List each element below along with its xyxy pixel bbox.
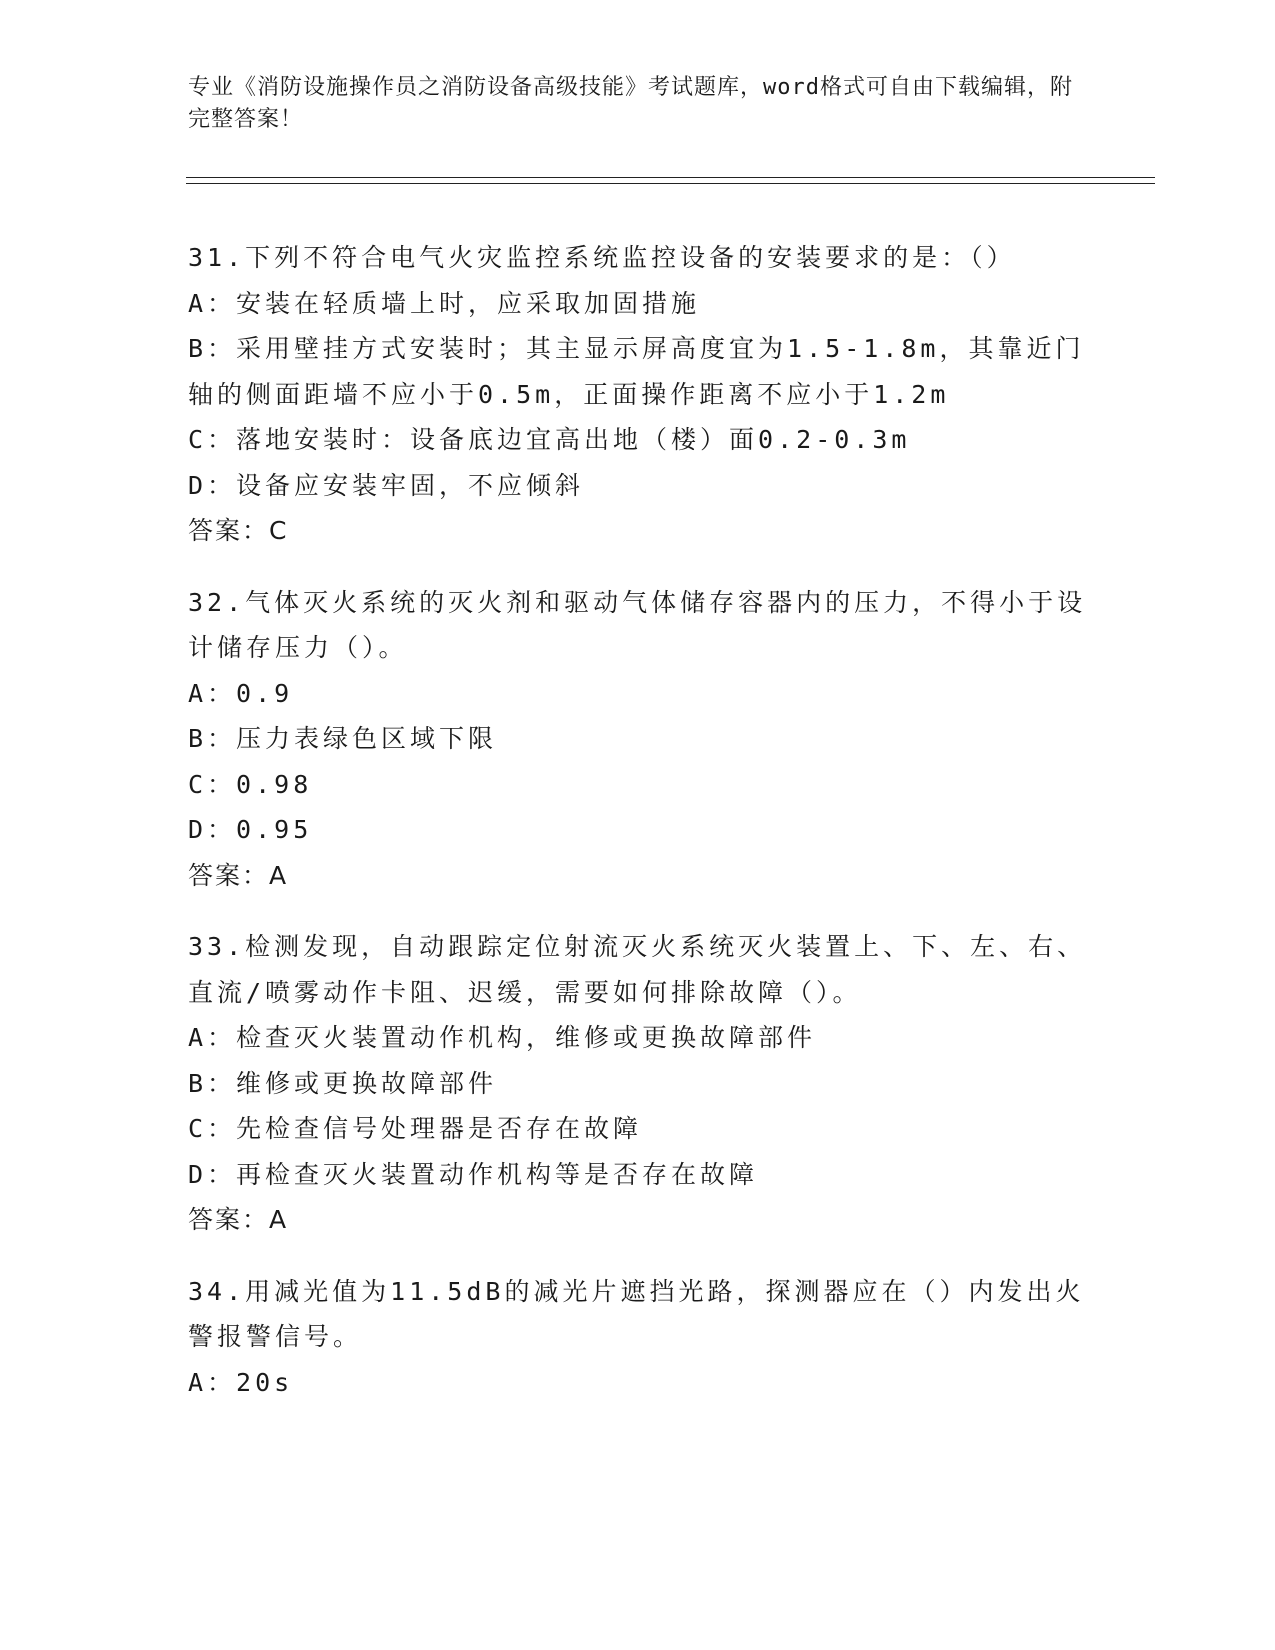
question-34 (188, 1269, 1088, 1406)
header-divider-top (186, 177, 1155, 178)
header-divider-bottom (186, 183, 1155, 184)
question-list (188, 235, 1088, 1431)
question-31 (188, 235, 1088, 554)
option-c: C：落地安装时：设备底边宜高出地（楼）面0.2-0.3m (188, 425, 911, 454)
question-stem: 33.检测发现，自动跟踪定位射流灭火系统灭火装置上、下、左、右、直流/喷雾动作卡阻、迟缓，需要如何排除故障（）。 (188, 932, 1087, 1007)
option-d: D：设备应安装牢固，不应倾斜 (188, 470, 585, 500)
option-a: A：检查灭火装置动作机构，维修或更换故障部件 (188, 1023, 817, 1052)
option-b: B：维修或更换故障部件 (188, 1068, 498, 1098)
option-c: C：0.98 (188, 769, 313, 799)
option-d: D：再检查灭火装置动作机构等是否存在故障 (188, 1159, 759, 1189)
option-b: B：采用壁挂方式安装时；其主显示屏高度宜为1.5-1.8m，其靠近门轴的侧面距墙不应小于0.5m，正面操作距离不应小于1.2m (188, 334, 1085, 409)
option-a: A：0.9 (188, 678, 294, 708)
option-b: B：压力表绿色区域下限 (188, 724, 498, 753)
question-stem: 34.用减光值为11.5dB的减光片遮挡光路，探测器应在（）内发出火警报警信号。 (188, 1276, 1085, 1351)
question-stem: 32.气体灭火系统的灭火剂和驱动气体储存容器内的压力，不得小于设计储存压力（）。 (188, 587, 1087, 662)
question-32 (188, 580, 1088, 899)
question-33 (188, 924, 1088, 1243)
answer-line: 答案：A (188, 860, 289, 890)
option-a: A：安装在轻质墙上时，应采取加固措施 (188, 288, 701, 318)
answer-line: 答案：C (188, 516, 289, 545)
option-d: D：0.95 (188, 815, 313, 844)
answer-line: 答案：A (188, 1205, 289, 1234)
option-c: C：先检查信号处理器是否存在故障 (188, 1114, 643, 1143)
option-a: A：20s (188, 1367, 294, 1397)
document-header: 专业《消防设施操作员之消防设备高级技能》考试题库，word格式可自由下载编辑，附完整答案！ (188, 75, 1073, 132)
question-stem: 31.下列不符合电气火灾监控系统监控设备的安装要求的是：（） (188, 243, 1016, 272)
